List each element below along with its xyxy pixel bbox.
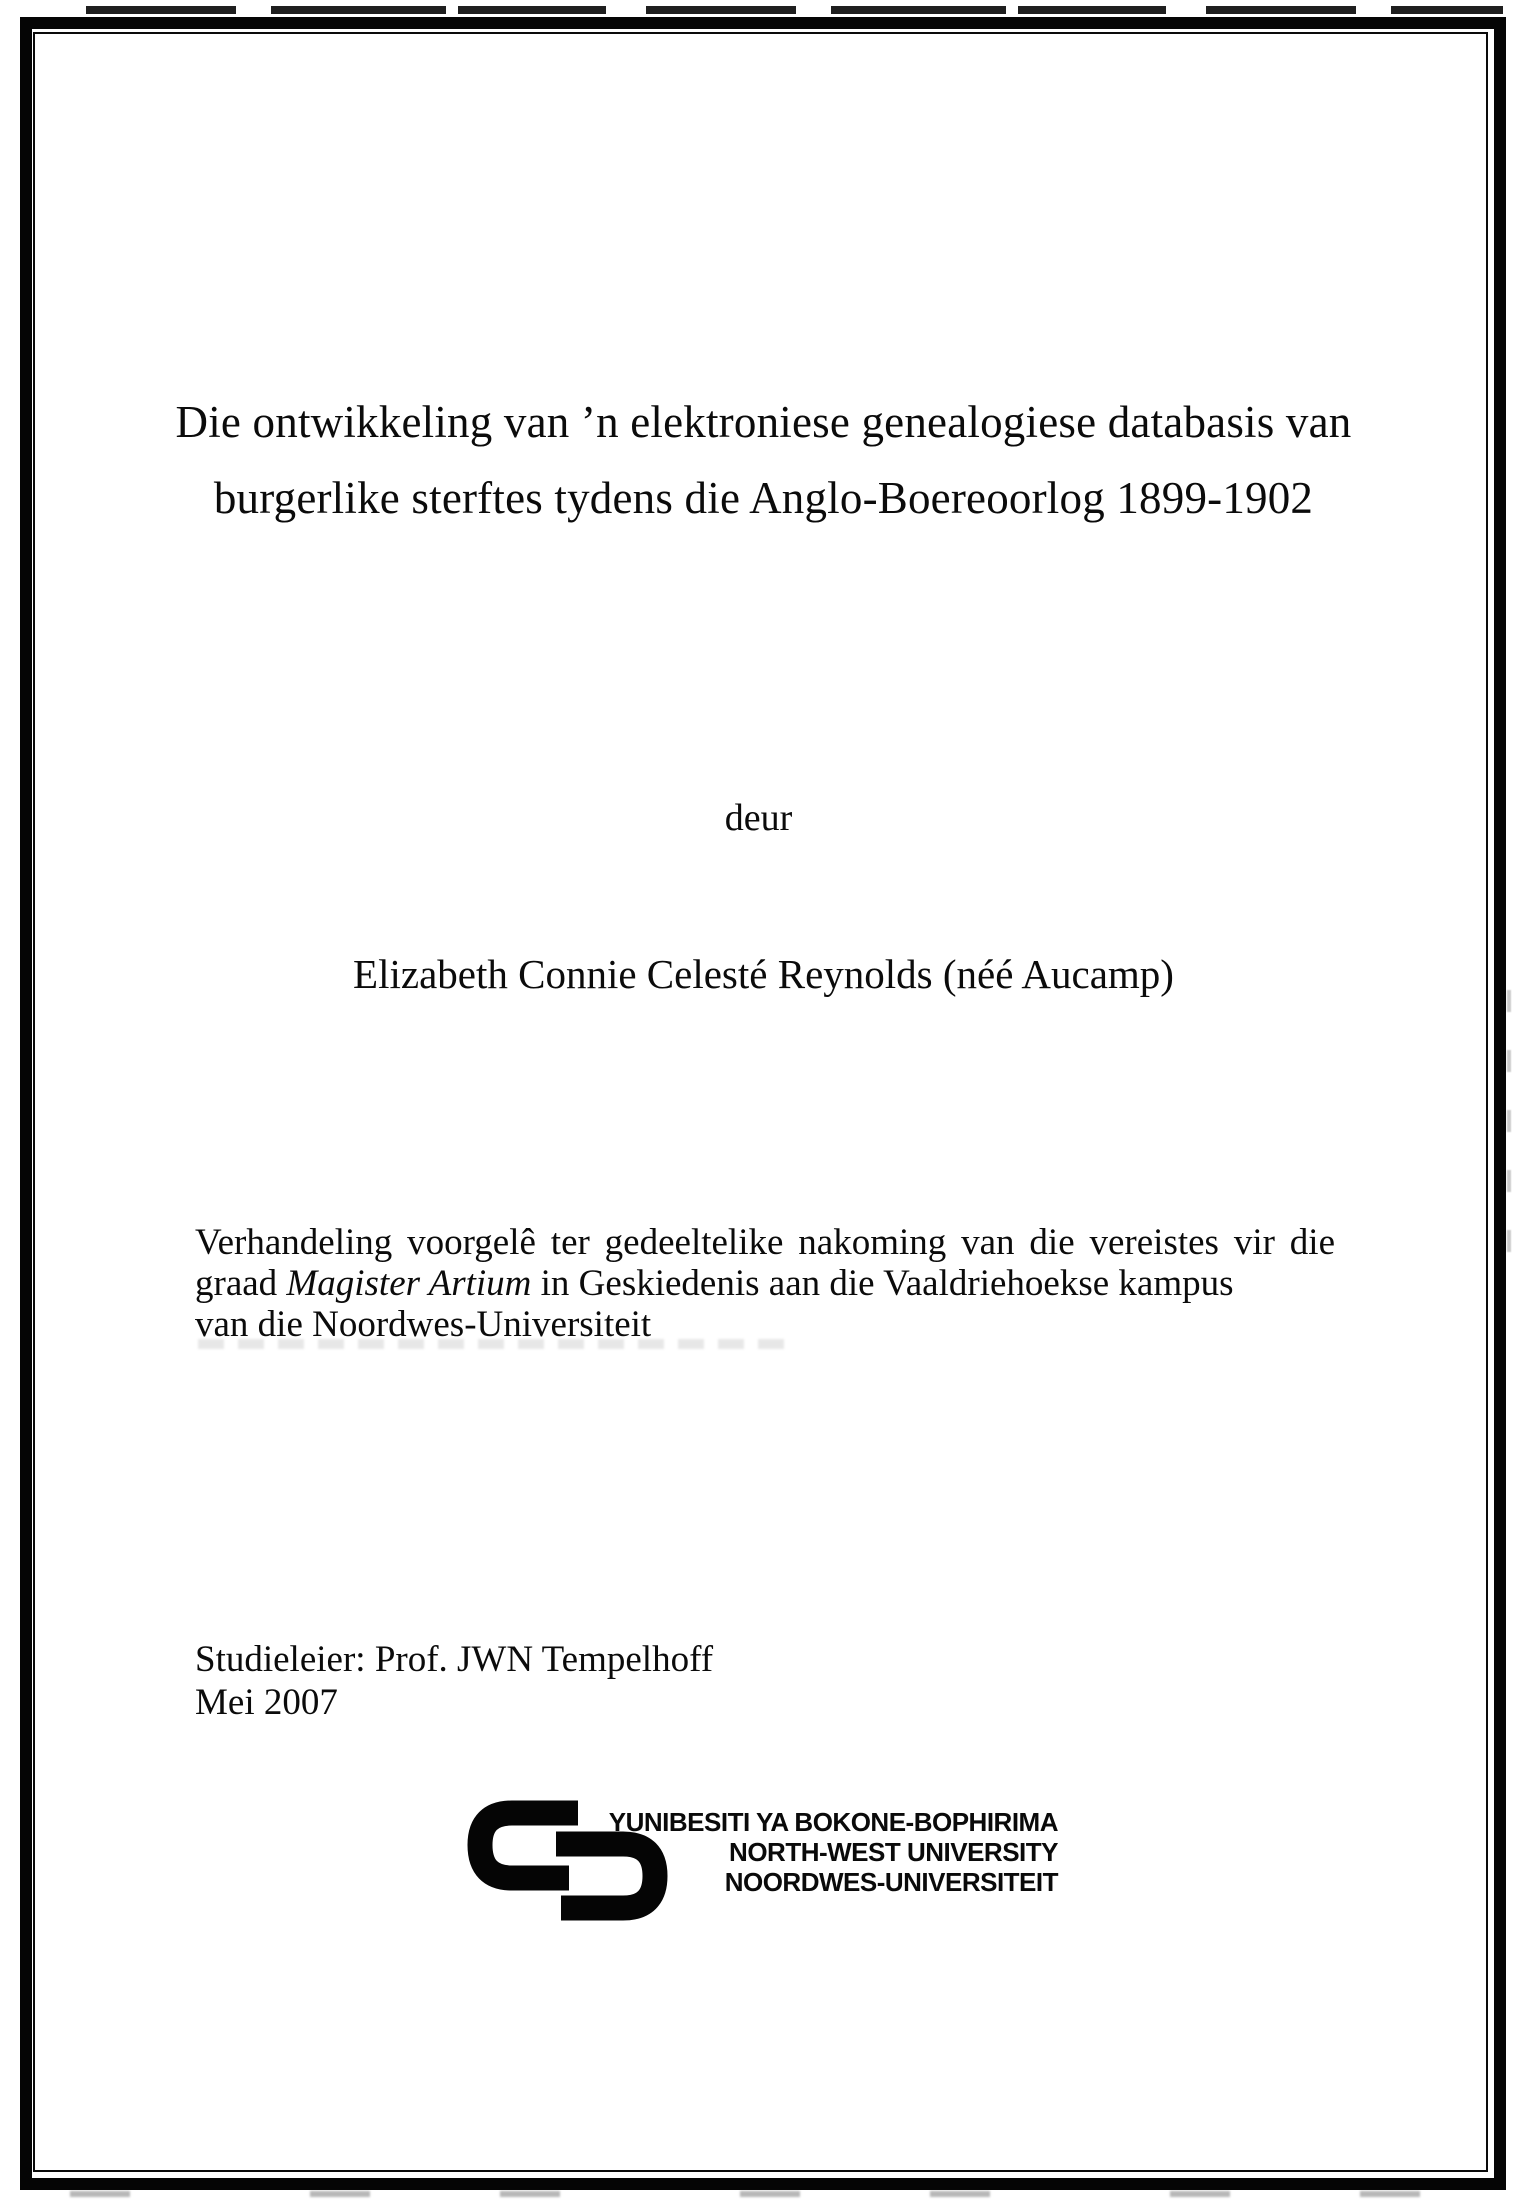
- degree-line2-pre: graad: [195, 1263, 287, 1304]
- page-title: [110, 384, 1417, 536]
- logo-line-afrikaans: NOORDWES-UNIVERSITEIT: [724, 1867, 1058, 1897]
- date-line: Mei 2007: [195, 1682, 338, 1723]
- logo-line-english: NORTH-WEST UNIVERSITY: [729, 1837, 1058, 1867]
- logo-line-setswana: YUNIBESITI YA BOKONE-BOPHIRIMA: [608, 1807, 1058, 1837]
- scan-artifact-bottom-edge: [70, 2191, 1450, 2197]
- scan-artifact-right-edge: [1507, 990, 1511, 1260]
- supervisor-line: Studieleier: Prof. JWN Tempelhoff: [195, 1639, 714, 1680]
- byline: deur: [724, 797, 793, 839]
- degree-statement: [195, 1222, 1335, 1345]
- degree-line2-latin-title: Magister Artium: [286, 1263, 532, 1304]
- supervisor-block: [195, 1638, 713, 1724]
- scan-artifact-top-edge: [86, 6, 1503, 14]
- degree-statement-line-2: [195, 1263, 1335, 1304]
- degree-statement-line-1: Verhandeling voorgelê ter gedeeltelike nakoming van die vereistes vir die: [195, 1222, 1335, 1263]
- degree-statement-line-3: van die Noordwes-Universiteit: [195, 1304, 652, 1345]
- university-logo-wordmark: [581, 1807, 1058, 1897]
- scan-artifact-ghost-text: [198, 1339, 788, 1349]
- degree-line2-post: in Geskiedenis aan die Vaaldriehoekse kampus: [531, 1263, 1234, 1304]
- author-name: Elizabeth Connie Celesté Reynolds (néé Aucamp): [353, 951, 1174, 997]
- title-line-2: burgerlike sterftes tydens die Anglo-Boereoorlog 1899-1902: [213, 473, 1314, 523]
- title-line-1: Die ontwikkeling van ’n elektroniese genealogiese databasis van: [175, 397, 1352, 447]
- university-logo: [466, 1800, 1066, 1930]
